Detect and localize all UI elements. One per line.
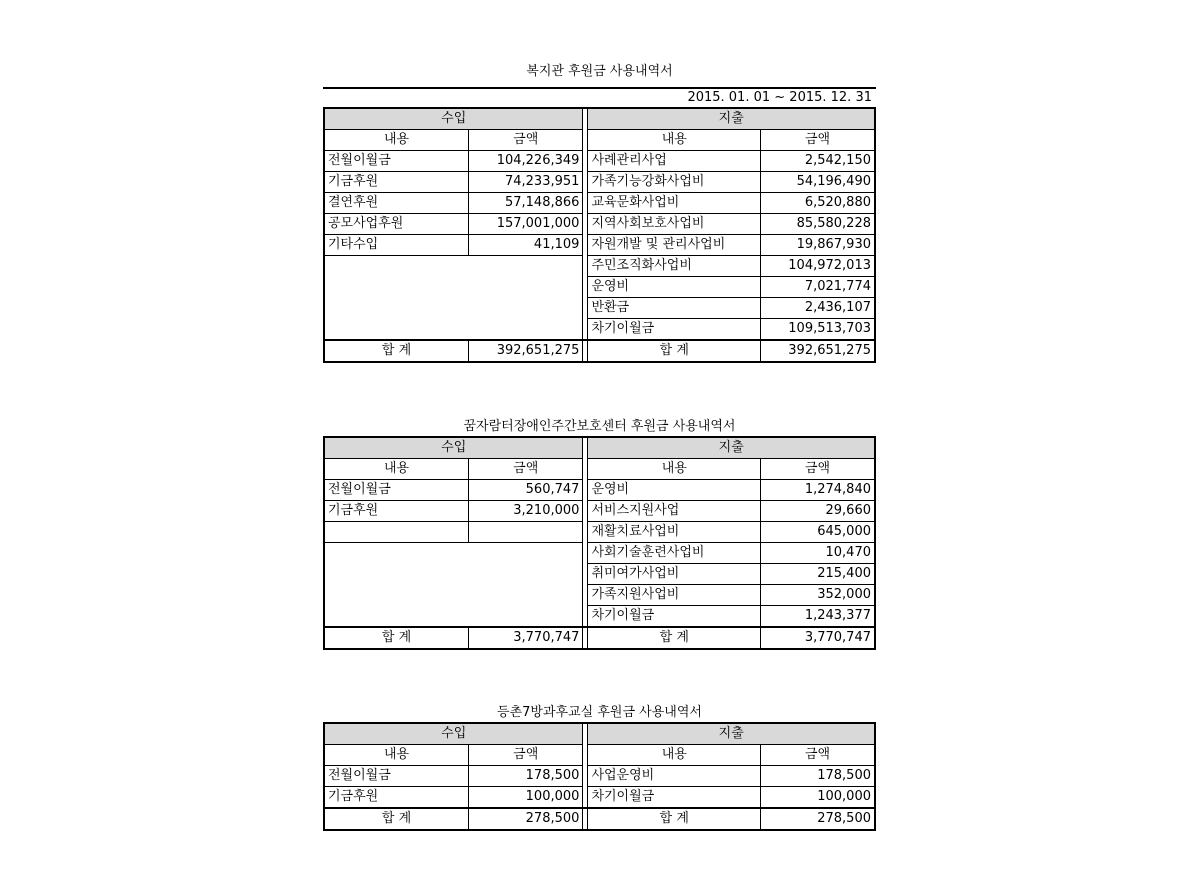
income-amount-header: 금액 [469,459,583,480]
income-total: 3,770,747 [469,627,583,649]
ledger-table [323,107,876,363]
income-amount-header: 금액 [469,130,583,151]
income-total-label: 합 계 [324,340,469,362]
expense-item: 차기이월금 [588,606,761,628]
expense-item: 서비스지원사업 [588,501,761,522]
expense-amount: 109,513,703 [761,319,875,341]
expense-item: 운영비 [588,277,761,298]
table-row [324,787,875,809]
expense-amount-header: 금액 [761,459,875,480]
income-item: 전월이월금 [324,766,469,787]
statement-period: 2015. 01. 01 ~ 2015. 12. 31 [687,90,872,105]
table-row [324,543,875,564]
total-row [324,340,875,362]
table-row [324,172,875,193]
table-row [324,256,875,277]
expense-header: 지출 [588,723,875,745]
expense-amount: 100,000 [761,787,875,809]
income-item: 기금후원 [324,501,469,522]
expense-item: 가족지원사업비 [588,585,761,606]
income-item-header: 내용 [324,745,469,766]
expense-item-header: 내용 [588,745,761,766]
income-empty-item [324,522,469,543]
income-amount: 41,109 [469,235,583,256]
income-item: 기금후원 [324,172,469,193]
expense-item: 반환금 [588,298,761,319]
expense-total: 278,500 [761,808,875,830]
expense-item: 가족기능강화사업비 [588,172,761,193]
total-row [324,627,875,649]
income-empty-amount [469,522,583,543]
expense-item-header: 내용 [588,130,761,151]
expense-item: 사례관리사업 [588,151,761,172]
income-amount: 104,226,349 [469,151,583,172]
column-header-row [324,130,875,151]
expense-total-label: 합 계 [588,808,761,830]
income-amount: 100,000 [469,787,583,809]
expense-amount-header: 금액 [761,130,875,151]
section-header-row [324,108,875,130]
expense-total: 392,651,275 [761,340,875,362]
table-row [324,151,875,172]
income-amount: 178,500 [469,766,583,787]
expense-amount-header: 금액 [761,745,875,766]
expense-amount: 7,021,774 [761,277,875,298]
column-header-row [324,459,875,480]
total-row [324,808,875,830]
expense-amount: 104,972,013 [761,256,875,277]
table-row [324,766,875,787]
expense-amount: 85,580,228 [761,214,875,235]
table-row [324,480,875,501]
income-total-label: 합 계 [324,627,469,649]
expense-amount: 178,500 [761,766,875,787]
income-amount: 157,001,000 [469,214,583,235]
statement-after-school [323,704,876,831]
expense-amount: 352,000 [761,585,875,606]
table-row [324,235,875,256]
expense-header: 지출 [588,108,875,130]
statement-title: 꿈자람터장애인주간보호센터 후원금 사용내역서 [463,419,736,434]
expense-total-label: 합 계 [588,340,761,362]
statement-title: 등촌7방과후교실 후원금 사용내역서 [497,705,702,720]
section-header-row [324,437,875,459]
expense-item: 지역사회보호사업비 [588,214,761,235]
income-item: 공모사업후원 [324,214,469,235]
ledger-table [323,722,876,831]
expense-amount: 54,196,490 [761,172,875,193]
expense-header: 지출 [588,437,875,459]
expense-amount: 6,520,880 [761,193,875,214]
income-item: 결연후원 [324,193,469,214]
expense-total-label: 합 계 [588,627,761,649]
income-item: 전월이월금 [324,151,469,172]
income-amount: 3,210,000 [469,501,583,522]
income-amount: 560,747 [469,480,583,501]
expense-item-header: 내용 [588,459,761,480]
income-header: 수입 [324,723,583,745]
expense-amount: 1,274,840 [761,480,875,501]
income-item-header: 내용 [324,459,469,480]
expense-item: 교육문화사업비 [588,193,761,214]
table-row [324,501,875,522]
expense-amount: 19,867,930 [761,235,875,256]
expense-item: 사회기술훈련사업비 [588,543,761,564]
expense-item: 취미여가사업비 [588,564,761,585]
income-total-label: 합 계 [324,808,469,830]
statement-title: 복지관 후원금 사용내역서 [526,64,673,79]
expense-item: 사업운영비 [588,766,761,787]
ledger-table [323,436,876,650]
income-header: 수입 [324,437,583,459]
income-total: 392,651,275 [469,340,583,362]
statement-day-care-center [323,418,876,650]
statement-welfare-center [323,63,876,363]
column-header-row [324,745,875,766]
expense-item: 자원개발 및 관리사업비 [588,235,761,256]
expense-amount: 1,243,377 [761,606,875,628]
expense-item: 주민조직화사업비 [588,256,761,277]
expense-item: 차기이월금 [588,319,761,341]
income-total: 278,500 [469,808,583,830]
expense-amount: 215,400 [761,564,875,585]
expense-amount: 645,000 [761,522,875,543]
table-row [324,214,875,235]
expense-amount: 10,470 [761,543,875,564]
expense-item: 운영비 [588,480,761,501]
income-header: 수입 [324,108,583,130]
income-item: 전월이월금 [324,480,469,501]
income-amount: 74,233,951 [469,172,583,193]
expense-amount: 2,436,107 [761,298,875,319]
expense-total: 3,770,747 [761,627,875,649]
section-header-row [324,723,875,745]
table-row [324,522,875,543]
income-amount-header: 금액 [469,745,583,766]
expense-item: 차기이월금 [588,787,761,809]
expense-amount: 29,660 [761,501,875,522]
income-item: 기타수입 [324,235,469,256]
income-item-header: 내용 [324,130,469,151]
income-item: 기금후원 [324,787,469,809]
expense-amount: 2,542,150 [761,151,875,172]
table-row [324,193,875,214]
income-blank-area [324,256,583,341]
expense-item: 재활치료사업비 [588,522,761,543]
income-amount: 57,148,866 [469,193,583,214]
income-blank-area [324,543,583,628]
